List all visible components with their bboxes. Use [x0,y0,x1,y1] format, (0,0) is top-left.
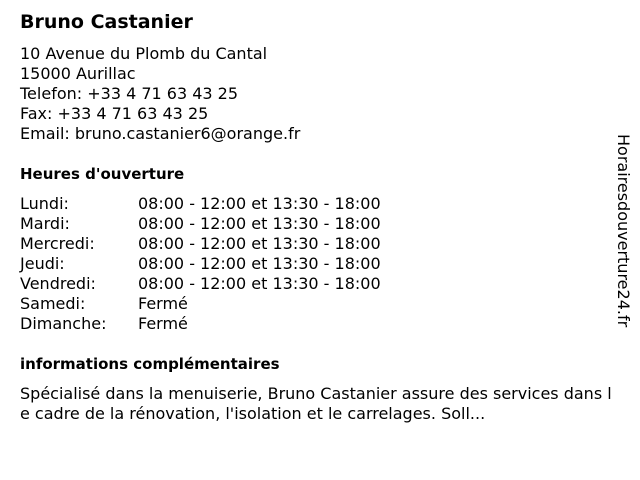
address-line-1: 10 Avenue du Plomb du Cantal [20,44,268,63]
day-label: Mercredi: [20,234,95,253]
site-watermark-link[interactable]: Horairesdouverture24.fr [614,134,633,328]
day-hours: Fermé [138,294,188,313]
day-hours: Fermé [138,314,188,333]
day-label: Jeudi: [20,254,65,273]
hours-row-wednesday [20,234,381,254]
day-hours: 08:00 - 12:00 et 13:30 - 18:00 [138,254,381,273]
day-hours: 08:00 - 12:00 et 13:30 - 18:00 [138,214,381,233]
day-label: Vendredi: [20,274,96,293]
day-hours: 08:00 - 12:00 et 13:30 - 18:00 [138,234,381,253]
day-hours: 08:00 - 12:00 et 13:30 - 18:00 [138,194,381,213]
hours-row-monday [20,194,381,214]
hours-row-saturday [20,294,381,314]
fax-number: Fax: +33 4 71 63 43 25 [20,104,209,123]
day-label: Samedi: [20,294,86,313]
business-description: Spécialisé dans la menuiserie, Bruno Castanier assure des services dans le cadre de la rénovation, l'isolation et le carrelages. Soll... [20,384,612,423]
address-line-2: 15000 Aurillac [20,64,136,83]
hours-row-thursday [20,254,381,274]
day-label: Mardi: [20,214,70,233]
day-label: Dimanche: [20,314,107,333]
hours-row-tuesday [20,214,381,234]
opening-hours-heading: Heures d'ouverture [20,165,185,183]
additional-info-heading: informations complémentaires [20,355,280,373]
contact-block [20,44,300,144]
email-address: Email: bruno.castanier6@orange.fr [20,124,301,143]
day-label: Lundi: [20,194,69,213]
hours-row-friday [20,274,381,294]
day-hours: 08:00 - 12:00 et 13:30 - 18:00 [138,274,381,293]
business-name: Bruno Castanier [20,11,193,33]
phone-number: Telefon: +33 4 71 63 43 25 [20,84,239,103]
hours-row-sunday [20,314,381,334]
opening-hours-table [20,194,381,334]
